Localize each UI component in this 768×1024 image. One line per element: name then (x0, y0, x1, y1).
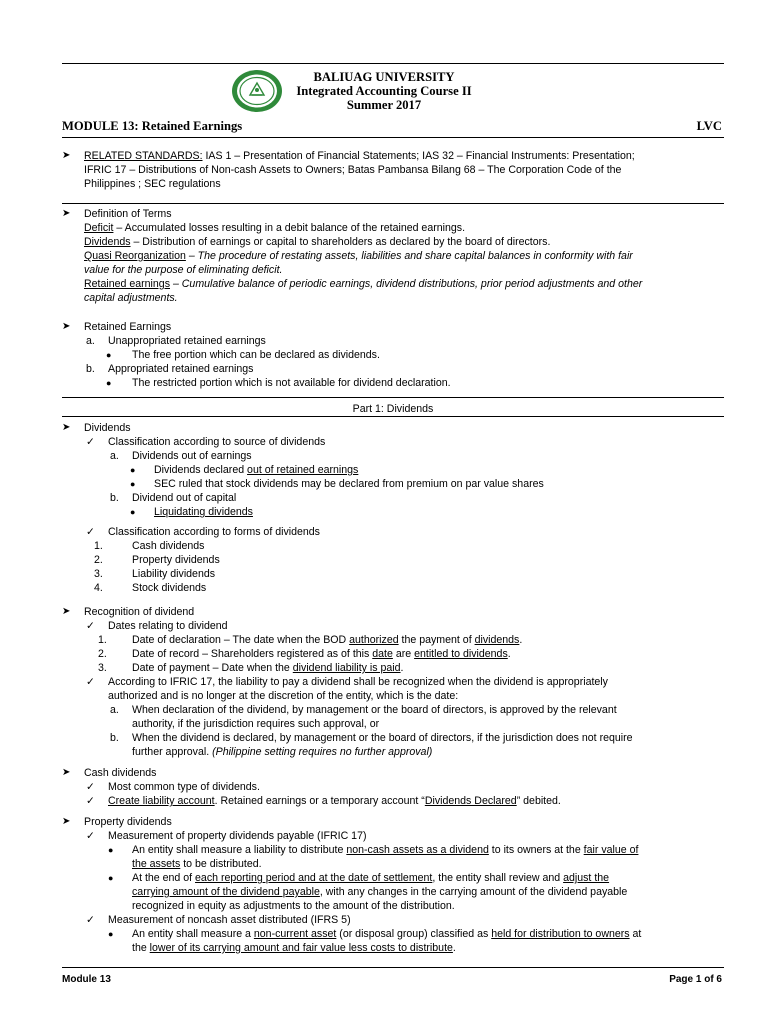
list-item (62, 675, 722, 689)
list-item-text: non-current asset (253, 928, 337, 940)
list-item-text: to its owners at the (488, 844, 584, 856)
retained-earnings-heading: Retained Earnings (84, 321, 172, 333)
definition-item (62, 235, 722, 249)
list-item (62, 703, 722, 717)
list-marker: 3. (94, 568, 103, 580)
list-item-text: . Retained earnings or a temporary account “ (214, 795, 425, 807)
list-item (62, 633, 722, 647)
list-item-text: Measurement of noncash asset distributed (IFRS 5) (108, 914, 351, 926)
list-item-text: further approval. (132, 746, 213, 758)
list-item-text (62, 885, 722, 899)
list-item-text: fair value of (583, 844, 639, 856)
list-marker: 2. (94, 554, 103, 566)
list-item-text: Stock dividends (132, 582, 207, 594)
definition-item (62, 221, 722, 235)
list-item (62, 843, 722, 857)
list-marker: a. (110, 704, 119, 716)
check-icon: ✓ (86, 795, 95, 807)
list-item-text: Cash dividends (132, 540, 205, 552)
list-item (62, 567, 722, 581)
retained-earnings-section (62, 320, 722, 390)
related-standards-text: IFRIC 17 – Distributions of Non-cash Assets to Owners; Batas Pambansa Bilang 68 – The Corporation Code of the (84, 164, 622, 176)
list-item-text: An entity shall measure a liability to distribute (132, 844, 347, 856)
arrow-bullet-icon: ➤ (62, 767, 71, 778)
definition-item (62, 277, 722, 291)
list-item-text: the assets (132, 858, 181, 870)
list-item-text: Dates relating to dividend (108, 620, 228, 632)
list-item-text: authorized and is no longer at the discretion of the entity, which is the date: (108, 690, 459, 702)
list-item-text: authorized (349, 634, 399, 646)
list-item-text: are (392, 648, 415, 660)
list-item-text: the (132, 942, 150, 954)
arrow-bullet-icon: ➤ (62, 208, 71, 219)
term-dividends: Dividends (84, 236, 131, 248)
arrow-bullet-icon: ➤ (62, 816, 71, 827)
arrow-bullet-icon: ➤ (62, 150, 71, 161)
list-item-text: dividends (474, 634, 520, 646)
cash-dividends-section (62, 766, 722, 808)
list-item (62, 553, 722, 567)
list-item-text: carrying amount of the dividend payable (132, 886, 320, 898)
footer-rule (62, 967, 724, 968)
check-icon: ✓ (86, 526, 95, 538)
list-item-text: . (507, 648, 511, 660)
list-item (62, 829, 722, 843)
list-item-text: each reporting period and at the date of settlement (195, 872, 433, 884)
list-marker: 4. (94, 582, 103, 594)
list-item (62, 505, 722, 519)
dividends-heading: Dividends (84, 422, 131, 434)
list-item (62, 362, 722, 376)
list-marker: 3. (98, 662, 107, 674)
definitions-section (62, 207, 722, 305)
list-item-text: lower of its carrying amount and fair value less costs to distribute (149, 942, 453, 954)
related-standards-text: Philippines ; SEC regulations (84, 178, 221, 190)
list-item (62, 913, 722, 927)
list-item (62, 449, 722, 463)
list-item-text: dividend liability is paid (292, 662, 401, 674)
list-item-text: the payment of (398, 634, 475, 646)
related-standards-text: IAS 1 – Presentation of Financial Statements; IAS 32 – Financial Instruments: Presentation; (202, 150, 635, 162)
list-marker: 1. (98, 634, 107, 646)
definition-item (62, 249, 722, 263)
list-item-text: Date of payment – Date when the (132, 662, 293, 674)
list-item-text: non-cash assets as a dividend (346, 844, 489, 856)
term: Summer 2017 (346, 98, 422, 112)
cash-dividends-heading: Cash dividends (84, 767, 157, 779)
list-item (62, 334, 722, 348)
arrow-bullet-icon: ➤ (62, 422, 71, 433)
page-number: Page 1 of 6 (669, 974, 722, 985)
list-item-text: , with any changes in the carrying amount of the dividend payable (319, 886, 628, 898)
part-heading: Part 1: Dividends (352, 403, 434, 415)
list-item-text: Classification according to source of dividends (108, 436, 326, 448)
list-item-text: . (519, 634, 523, 646)
definition-text: – Distribution of earnings or capital to shareholders as declared by the board of directors. (130, 236, 551, 248)
list-item-text: to be distributed. (180, 858, 262, 870)
list-item-text: out of retained earnings (247, 464, 359, 476)
term-retained-earnings: Retained earnings (84, 278, 170, 290)
list-item-text: Appropriated retained earnings (108, 363, 254, 375)
list-item-text: entitled to dividends (414, 648, 508, 660)
list-item-text: When the dividend is declared, by management or the board of directors, if the jurisdiction does not require (132, 732, 633, 744)
term-deficit: Deficit (84, 222, 114, 234)
list-item (62, 731, 722, 745)
list-item (62, 539, 722, 553)
list-item (62, 491, 722, 505)
list-item-text: Measurement of property dividends payable (IFRIC 17) (108, 830, 367, 842)
list-item (62, 477, 722, 491)
author-initials: LVC (696, 119, 722, 133)
definitions-heading: Definition of Terms (84, 208, 172, 220)
list-item-text: (Philippine setting requires no further approval) (212, 746, 433, 758)
property-dividends-heading: Property dividends (84, 816, 172, 828)
list-item-text: , the entity shall review and (432, 872, 564, 884)
list-item-text: (or disposal group) classified as (336, 928, 492, 940)
course-title: Integrated Accounting Course II (296, 84, 472, 98)
module-title: MODULE 13: Retained Earnings (62, 119, 243, 133)
university-name: BALIUAG UNIVERSITY (313, 70, 455, 84)
list-item-text: Dividends out of earnings (132, 450, 252, 462)
list-item-text: Liquidating dividends (154, 506, 253, 518)
check-icon: ✓ (86, 781, 95, 793)
list-item-text: Property dividends (132, 554, 220, 566)
bullet-icon: ● (108, 873, 114, 883)
list-marker: a. (86, 335, 95, 347)
bullet-icon: ● (130, 507, 136, 517)
list-item-text: at (629, 928, 642, 940)
definition-text: capital adjustments. (84, 292, 178, 304)
list-item-text: SEC ruled that stock dividends may be declared from premium on par value shares (154, 478, 544, 490)
list-item-text: The restricted portion which is not available for dividend declaration. (132, 377, 451, 389)
list-item-text (62, 745, 722, 759)
definition-text: value for the purpose of eliminating deficit. (84, 264, 283, 276)
list-item (62, 581, 722, 595)
bullet-icon: ● (106, 350, 112, 360)
list-marker: 1. (94, 540, 103, 552)
list-item-text: According to IFRIC 17, the liability to pay a dividend shall be recognized when the dividend is appropriately (108, 676, 608, 688)
list-marker: b. (86, 363, 95, 375)
list-item (62, 794, 722, 808)
list-item-text: Dividends Declared (424, 795, 517, 807)
section-rule (62, 416, 724, 417)
list-item-text: . (452, 942, 456, 954)
list-item-text: . (400, 662, 404, 674)
definition-text: – Cumulative balance of periodic earnings, dividend distributions, prior period adjustments and other (170, 278, 643, 290)
list-item-text: date (372, 648, 393, 660)
list-item-text: recognized in equity as adjustments to the amount of the distribution. (132, 900, 455, 912)
document-header (0, 70, 768, 112)
list-item-text: Dividends declared (154, 464, 248, 476)
list-marker: 2. (98, 648, 107, 660)
list-item-text: When declaration of the dividend, by management or the board of directors, is approved by the relevant (132, 704, 617, 716)
list-item-text: Dividend out of capital (132, 492, 237, 504)
list-item-text: An entity shall measure a (132, 928, 254, 940)
related-standards-label: RELATED STANDARDS: (84, 150, 203, 162)
check-icon: ✓ (86, 830, 95, 842)
dividends-section (62, 421, 722, 595)
term-quasi-reorganization: Quasi Reorganization (84, 250, 186, 262)
bullet-icon: ● (106, 378, 112, 388)
bullet-icon: ● (130, 465, 136, 475)
bullet-icon: ● (108, 845, 114, 855)
list-item-text: Create liability account (108, 795, 215, 807)
section-rule (62, 397, 724, 398)
bullet-icon: ● (130, 479, 136, 489)
top-rule (62, 63, 724, 64)
bullet-icon: ● (108, 929, 114, 939)
list-item-text (62, 941, 722, 955)
list-item (62, 376, 722, 390)
check-icon: ✓ (86, 676, 95, 688)
list-item-text: Date of declaration – The date when the BOD (132, 634, 350, 646)
section-rule (62, 203, 724, 204)
list-item-text: adjust the (563, 872, 610, 884)
list-item (62, 525, 722, 539)
definition-text: – The procedure of restating assets, liabilities and share capital balances in conformity with fair (185, 250, 633, 262)
list-item (62, 780, 722, 794)
recognition-heading: Recognition of dividend (84, 606, 195, 618)
list-item-text: authority, if the jurisdiction requires such approval, or (132, 718, 380, 730)
list-item (62, 435, 722, 449)
arrow-bullet-icon: ➤ (62, 606, 71, 617)
list-marker: b. (110, 492, 119, 504)
recognition-section (62, 605, 722, 759)
list-marker: b. (110, 732, 119, 744)
list-item-text: At the end of (132, 872, 196, 884)
related-standards-section (62, 149, 722, 191)
check-icon: ✓ (86, 914, 95, 926)
arrow-bullet-icon: ➤ (62, 321, 71, 332)
list-item-text: Classification according to forms of dividends (108, 526, 320, 538)
list-item (62, 927, 722, 941)
list-item (62, 647, 722, 661)
list-item-text: Date of record – Shareholders registered as of this (132, 648, 373, 660)
list-item-text: Most common type of dividends. (108, 781, 260, 793)
check-icon: ✓ (86, 620, 95, 632)
check-icon: ✓ (86, 436, 95, 448)
list-item-text: ” debited. (516, 795, 561, 807)
list-item (62, 619, 722, 633)
list-item-text: held for distribution to owners (491, 928, 630, 940)
definition-text: – Accumulated losses resulting in a debit balance of the retained earnings. (113, 222, 466, 234)
property-dividends-section (62, 815, 722, 955)
list-item-text: The free portion which can be declared as dividends. (132, 349, 380, 361)
list-marker: a. (110, 450, 119, 462)
list-item (62, 871, 722, 885)
list-item-text: Liability dividends (132, 568, 216, 580)
footer-module: Module 13 (62, 974, 111, 985)
list-item (62, 348, 722, 362)
list-item (62, 661, 722, 675)
header-rule (62, 137, 724, 138)
list-item-text (62, 857, 722, 871)
list-item (62, 463, 722, 477)
list-item-text: Unappropriated retained earnings (108, 335, 266, 347)
